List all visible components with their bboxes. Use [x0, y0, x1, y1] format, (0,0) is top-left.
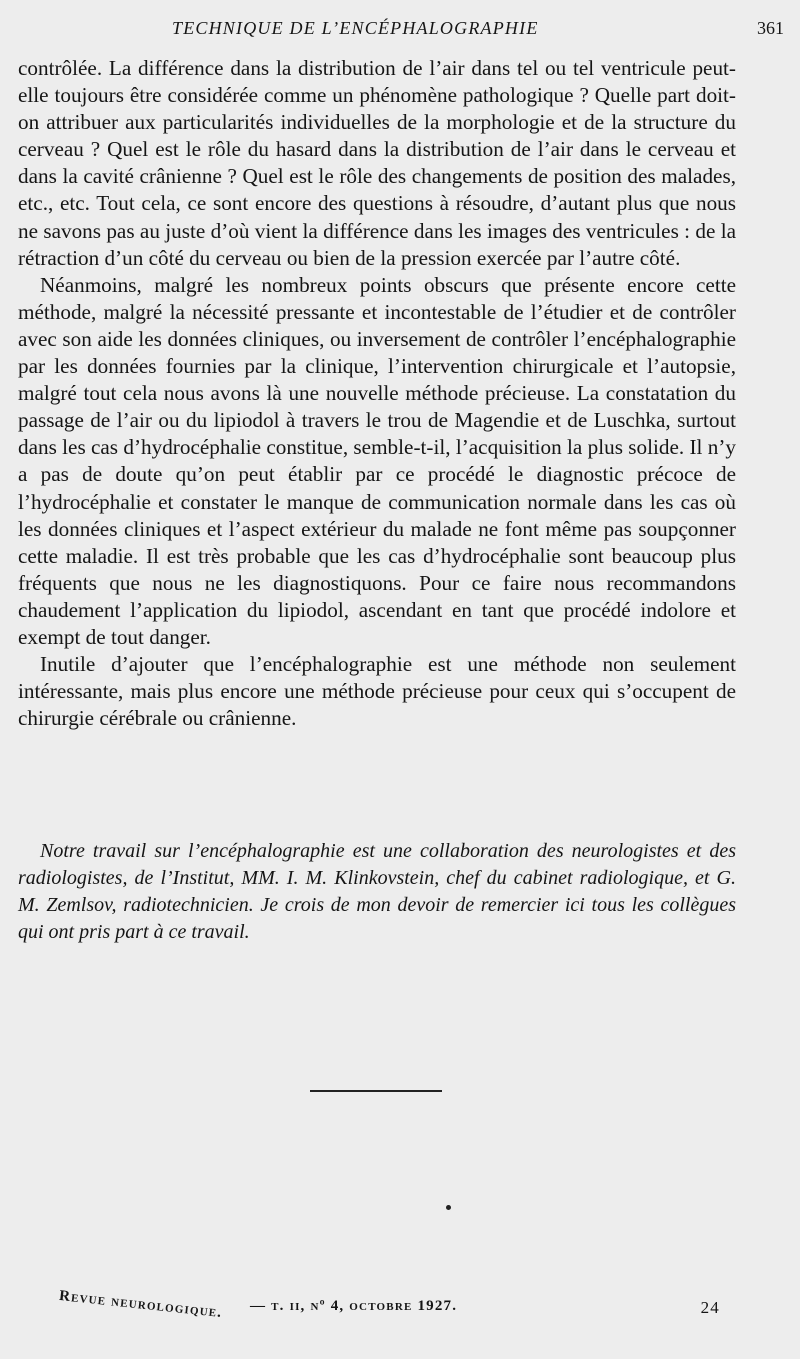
footer-issue: — t. ii, nº 4, octobre 1927. — [250, 1298, 458, 1314]
running-title: TECHNIQUE DE L’ENCÉPHALOGRAPHIE — [172, 18, 539, 38]
acknowledgement-note: Notre travail sur l’encéphalographie est une collaboration des neurologistes et des radiologistes, de l’Institut, MM. I. M. Klinkovstein, chef du cabinet radiologique, et G. M. Zemlsov, radiotechnicien. Je crois de mon devoir de remercier ici tous les collègues qui ont pris part à ce travail. — [18, 840, 736, 943]
section-divider — [310, 1090, 442, 1092]
paragraph-2: Néanmoins, malgré les nombreux points obscurs que présente encore cette méthode, malgré la nécessité pressante et incontestable de l’étudier et de contrôler avec son aide les données cliniques, ou inversement de contrôler l’encéphalographie par les données fournies par la clinique, l’intervention chirurgicale et l’autopsie, malgré tout cela nous avons là une nouvelle méthode précieuse. La constatation du passage de l’air ou du lipiodol à travers le trou de Magendie et de Luschka, surtout dans les cas d’hydrocéphalie constitue, semble-t-il, l’acquisition la plus solide. Il n’y a pas de doute qu’on peut établir par ce procédé le diagnostic précoce de l’hydrocéphalie et constater le manque de communication normale dans les cas où les données cliniques et l’aspect extérieur du malade ne font même pas soupçonner cette maladie. Il est très probable que les cas d’hydrocéphalie sont beaucoup plus fréquents que nous ne les diagnostiquons. Pour ce faire nous recommandons chaudement l’application du lipiodol, ascendant en tant que procédé indolore et exempt de tout danger. — [18, 272, 736, 649]
paragraph-3: Inutile d’ajouter que l’encéphalographie est une méthode non seulement intéressante, mais plus encore une méthode précieuse pour ceux qui s’occupent de chirurgie cérébrale ou crânienne. — [18, 652, 736, 731]
footer-sheet-number: 24 — [700, 1298, 720, 1317]
page-footer — [58, 1288, 720, 1322]
running-header — [0, 16, 800, 42]
footer-journal: Revue neurologique. — [58, 1288, 224, 1322]
ink-dot — [446, 1205, 451, 1210]
article-body — [18, 55, 736, 732]
paragraph-1: contrôlée. La différence dans la distribution de l’air dans tel ou tel ventricule peut-elle toujours être considérée comme un phénomène pathologique ? Quelle part doit-on attribuer aux particularités individuelles de la morphologie et de la structure du cerveau ? Quel est le rôle du hasard dans la distribution de l’air dans le cerveau et dans la cavité crânienne ? Quel est le rôle des changements de position des malades, etc., etc. Tout cela, ce sont encore des questions à résoudre, d’autant plus que nous ne savons pas au juste d’où vient la différence dans les images des ventricules : de la rétraction d’un côté du cerveau ou bien de la pression exercée par l’autre côté. — [18, 56, 736, 270]
page-number: 361 — [757, 18, 784, 38]
